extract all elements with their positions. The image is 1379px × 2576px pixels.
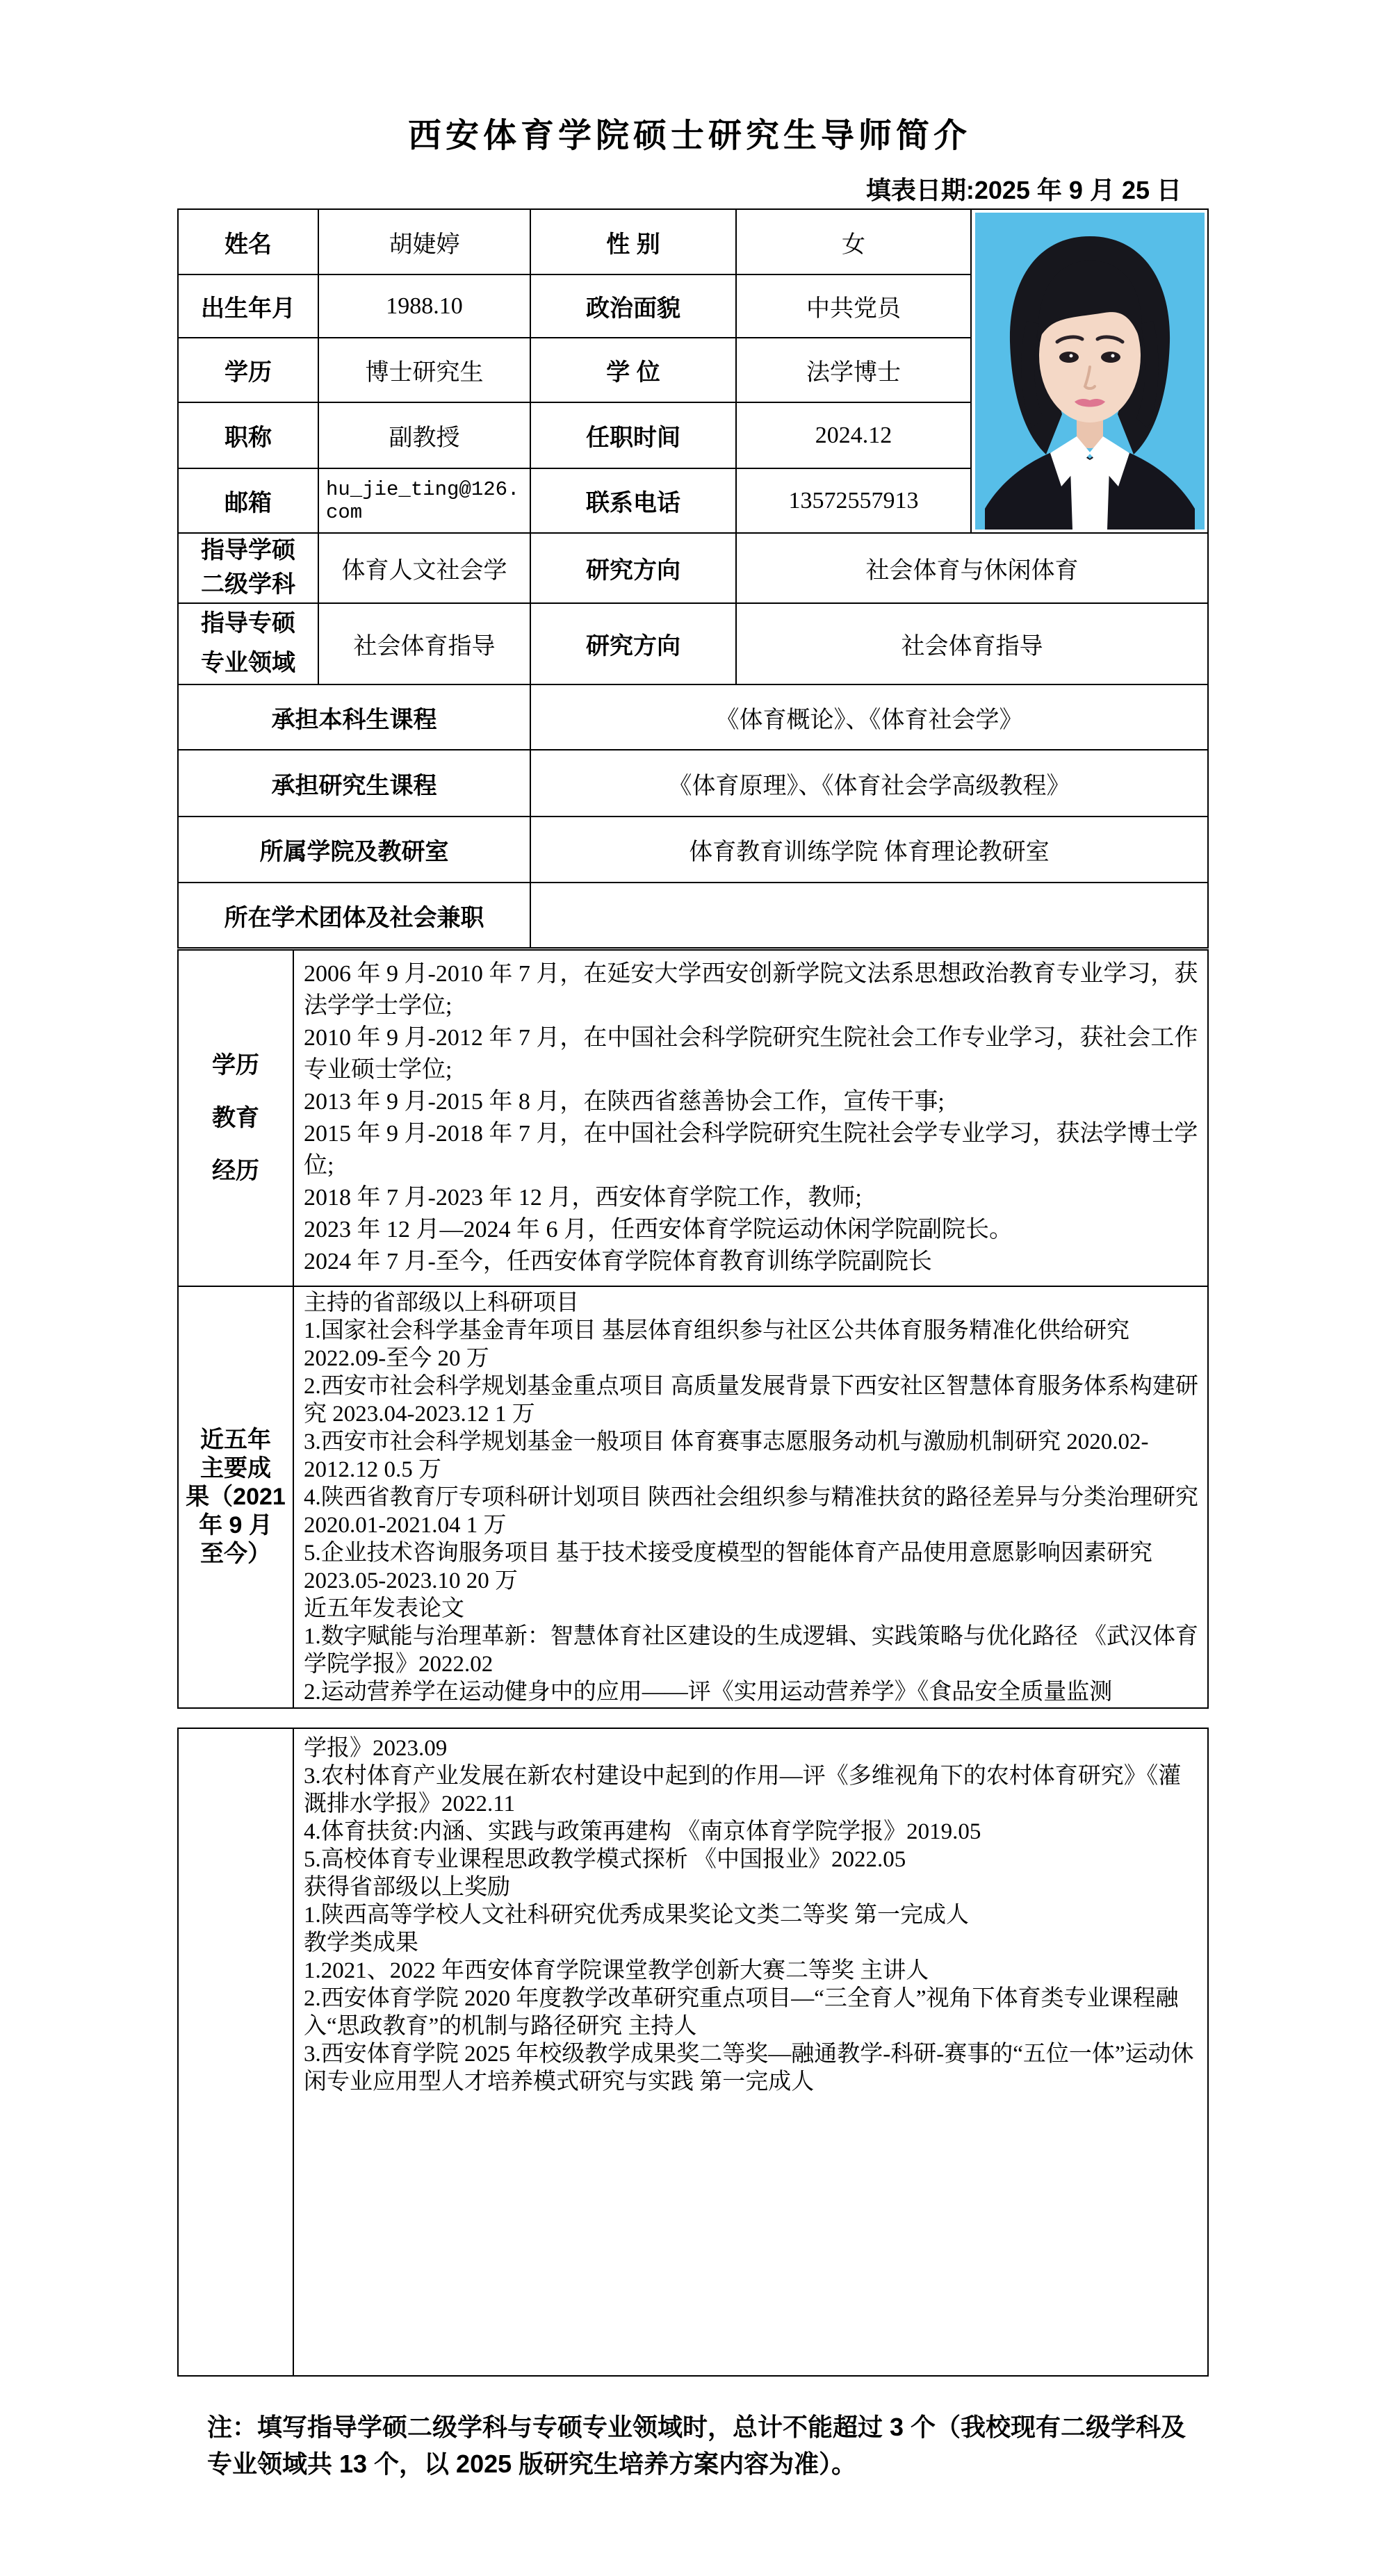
achievements-label-line: 至今） bbox=[200, 1541, 271, 1567]
achievement-item: 2.运动营养学在运动健身中的应用——评《实用运动营养学》《食品安全质量监测 bbox=[304, 1679, 1113, 1705]
continuation-item: 2.西安体育学院 2020 年度教学改革研究重点项目—“三全育人”视角下体育类专业课程融入“思政教育”的机制与路径研究 主持人 bbox=[304, 1986, 1179, 2039]
row-name-gender bbox=[178, 209, 1208, 274]
education-history-item: 2018 年 7 月-2023 年 12 月，西安体育学院工作，教师; bbox=[304, 1185, 862, 1211]
education-label-line: 经历 bbox=[212, 1158, 259, 1184]
label-name: 姓名 bbox=[178, 209, 318, 274]
achievements-continuation-content bbox=[293, 1728, 1208, 2376]
education-history-item: 2013 年 9 月-2015 年 8 月，在陕西省慈善协会工作，宣传干事; bbox=[304, 1089, 945, 1115]
value-political-status: 中共党员 bbox=[736, 274, 971, 338]
label-email: 邮箱 bbox=[178, 468, 318, 533]
continuation-item: 1.2021、2022 年西安体育学院课堂教学创新大赛二等奖 主讲人 bbox=[304, 1958, 929, 1983]
continuation-item: 3.农村体育产业发展在新农村建设中起到的作用—评《多维视角下的农村体育研究》《灌溉排水学报》2022.11 bbox=[304, 1764, 1182, 1816]
achievement-item: 1.数字赋能与治理革新：智慧体育社区建设的生成逻辑、实践策略与优化路径 《武汉体育学院学报》2022.02 bbox=[304, 1623, 1198, 1677]
label-line-1: 指导专硕 bbox=[201, 609, 295, 637]
label-professional-title: 职称 bbox=[178, 402, 318, 468]
history-achievements-table bbox=[177, 949, 1209, 1709]
recent-achievements-content bbox=[293, 1286, 1208, 1708]
education-history-item: 2023 年 12 月—2024 年 6 月，任西安体育学院运动休闲学院副院长。 bbox=[304, 1217, 1013, 1242]
basic-info-table bbox=[177, 208, 1209, 949]
row-recent-achievements bbox=[178, 1286, 1208, 1708]
value-graduate-courses: 《体育原理》、《体育社会学高级教程》 bbox=[530, 750, 1208, 817]
continuation-item: 1.陕西高等学校人文社科研究优秀成果奖论文类二等奖 第一完成人 bbox=[304, 1903, 969, 1928]
education-label-line: 教育 bbox=[212, 1105, 259, 1131]
label-research-direction-1: 研究方向 bbox=[530, 533, 736, 603]
row-undergraduate-courses bbox=[178, 684, 1208, 750]
label-degree: 学 位 bbox=[530, 338, 736, 402]
row-achievements-continuation bbox=[178, 1728, 1208, 2376]
label-professional-master-field bbox=[178, 603, 318, 685]
label-graduate-courses: 承担研究生课程 bbox=[178, 750, 530, 817]
value-appointment-time: 2024.12 bbox=[736, 402, 971, 468]
label-recent-achievements bbox=[178, 1286, 293, 1708]
label-phone: 联系电话 bbox=[530, 468, 736, 533]
label-academic-organizations: 所在学术团体及社会兼职 bbox=[178, 883, 530, 948]
label-academic-master-discipline bbox=[178, 533, 318, 603]
achievement-item: 4.陕西省教育厅专项科研计划项目 陕西社会组织参与精准扶贫的路径差异与分类治理研究 2020.01-2021.04 1 万 bbox=[304, 1484, 1198, 1538]
achievements-label-line: 主要成 bbox=[200, 1455, 271, 1482]
value-email: hu_jie_ting@126.com bbox=[318, 468, 530, 533]
label-education-history bbox=[178, 950, 293, 1286]
continuation-item: 3.西安体育学院 2025 年校级教学成果奖二等奖—融通教学-科研-赛事的“五位一体”运动休闲专业应用型人才培养模式研究与实践 第一完成人 bbox=[304, 2042, 1194, 2094]
achievement-item: 1.国家社会科学基金青年项目 基层体育组织参与社区公共体育服务精准化供给研究 2022.09-至今 20 万 bbox=[304, 1318, 1129, 1371]
label-school-office: 所属学院及教研室 bbox=[178, 817, 530, 883]
row-education-history bbox=[178, 950, 1208, 1286]
achievements-continuation-table bbox=[177, 1728, 1209, 2377]
page-title: 西安体育学院硕士研究生导师简介 bbox=[407, 117, 971, 154]
value-undergraduate-courses: 《体育概论》、《体育社会学》 bbox=[530, 684, 1208, 750]
education-history-item: 2006 年 9 月-2010 年 7 月，在延安大学西安创新学院文法系思想政治教育专业学习，获法学学士学位; bbox=[304, 961, 1198, 1019]
value-school-office: 体育教育训练学院 体育理论教研室 bbox=[530, 817, 1208, 883]
continuation-item: 教学类成果 bbox=[304, 1930, 418, 1955]
achievement-item: 主持的省部级以上科研项目 bbox=[304, 1290, 579, 1315]
achievements-label-line: 果（2021 bbox=[186, 1484, 286, 1510]
label-gender: 性 别 bbox=[530, 209, 736, 274]
label-line-2: 二级学科 bbox=[201, 571, 295, 598]
label-birth-date: 出生年月 bbox=[178, 274, 318, 338]
education-history-item: 2010 年 9 月-2012 年 7 月，在中国社会科学院研究生院社会工作专业学习，获社会工作专业硕士学位; bbox=[304, 1025, 1198, 1083]
continuation-item: 获得省部级以上奖励 bbox=[304, 1875, 510, 1900]
value-degree: 法学博士 bbox=[736, 338, 971, 402]
education-label-line: 学历 bbox=[212, 1052, 259, 1078]
label-empty bbox=[178, 1728, 293, 2376]
fill-date: 填表日期:2025 年 9 月 25 日 bbox=[865, 176, 1182, 204]
achievements-label-line: 近五年 bbox=[200, 1427, 271, 1453]
label-political-status: 政治面貌 bbox=[530, 274, 736, 338]
row-professional-master bbox=[178, 603, 1208, 685]
value-phone: 13572557913 bbox=[736, 468, 971, 533]
achievements-label-line: 年 9 月 bbox=[199, 1512, 272, 1539]
row-academic-master bbox=[178, 533, 1208, 603]
achievement-item: 近五年发表论文 bbox=[304, 1595, 464, 1621]
continuation-item: 5.高校体育专业课程思政教学模式探析 《中国报业》2022.05 bbox=[304, 1847, 906, 1872]
row-academic-organizations bbox=[178, 883, 1208, 948]
label-education: 学历 bbox=[178, 338, 318, 402]
label-line-2: 专业领域 bbox=[201, 650, 295, 677]
row-graduate-courses bbox=[178, 750, 1208, 817]
value-academic-master-discipline: 体育人文社会学 bbox=[318, 533, 530, 603]
education-history-item: 2024 年 7 月-至今，任西安体育学院体育教育训练学院副院长 bbox=[304, 1249, 932, 1274]
education-history-item: 2015 年 9 月-2018 年 7 月，在中国社会科学院研究生院社会学专业学习，获法学博士学位; bbox=[304, 1121, 1198, 1179]
value-research-direction-1: 社会体育与休闲体育 bbox=[736, 533, 1208, 603]
label-appointment-time: 任职时间 bbox=[530, 402, 736, 468]
value-research-direction-2: 社会体育指导 bbox=[736, 603, 1208, 685]
achievement-item: 3.西安市社会科学规划基金一般项目 体育赛事志愿服务动机与激励机制研究 2020.02-2012.12 0.5 万 bbox=[304, 1429, 1149, 1482]
achievement-item: 2.西安市社会科学规划基金重点项目 高质量发展背景下西安社区智慧体育服务体系构建研究 2023.04-2023.12 1 万 bbox=[304, 1373, 1198, 1427]
value-birth-date: 1988.10 bbox=[318, 274, 530, 338]
value-gender: 女 bbox=[736, 209, 971, 274]
value-name: 胡婕婷 bbox=[318, 209, 530, 274]
photo-cell bbox=[971, 209, 1208, 533]
label-undergraduate-courses: 承担本科生课程 bbox=[178, 684, 530, 750]
education-history-content bbox=[293, 950, 1208, 1286]
value-professional-title: 副教授 bbox=[318, 402, 530, 468]
continuation-item: 4.体育扶贫:内涵、实践与政策再建构 《南京体育学院学报》2019.05 bbox=[304, 1819, 981, 1844]
value-professional-master-field: 社会体育指导 bbox=[318, 603, 530, 685]
row-school-office bbox=[178, 817, 1208, 883]
label-research-direction-2: 研究方向 bbox=[530, 603, 736, 685]
continuation-item: 学报》2023.09 bbox=[304, 1736, 448, 1761]
value-academic-organizations bbox=[530, 883, 1208, 948]
value-education: 博士研究生 bbox=[318, 338, 530, 402]
portrait-photo bbox=[975, 213, 1205, 530]
footer-note: 注：填写指导学硕二级学科与专硕专业领域时，总计不能超过 3 个（我校现有二级学科及专业领域共 13 个，以 2025 版研究生培养方案内容为准）。 bbox=[207, 2413, 1186, 2478]
label-line-1: 指导学硕 bbox=[201, 537, 295, 564]
achievement-item: 5.企业技术咨询服务项目 基于技术接受度模型的智能体育产品使用意愿影响因素研究 2023.05-2023.10 20 万 bbox=[304, 1540, 1152, 1593]
